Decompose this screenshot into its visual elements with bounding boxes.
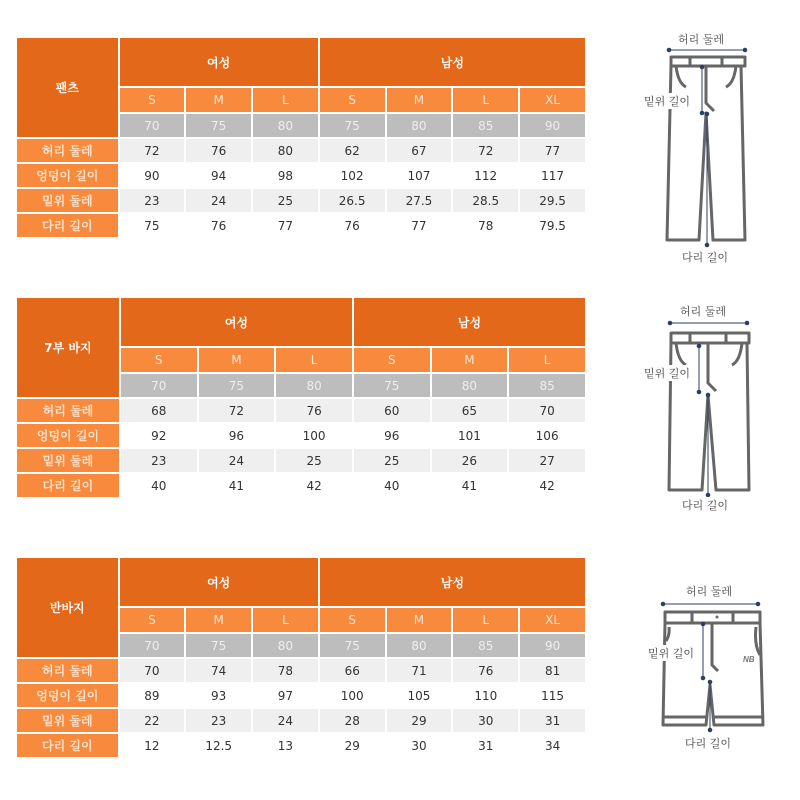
table-row [17,684,585,707]
value-cell: 96 [199,424,275,447]
inch-cell: 85 [453,634,518,657]
value-cell: 25 [354,449,430,472]
size-cell: XL [520,608,585,632]
value-cell: 23 [186,709,251,732]
value-cell: 12 [120,734,185,757]
value-cell: 26 [432,449,508,472]
row-label: 허리 둘레 [17,659,118,682]
men-header: 남성 [354,298,585,346]
waist-label: 허리 둘레 [680,305,727,318]
value-cell: 76 [186,139,251,162]
brand-logo: NB [743,655,755,664]
row-label: 다리 길이 [17,474,119,497]
leg-label: 다리 길이 [685,737,732,750]
value-cell: 67 [387,139,452,162]
size-cell: M [186,608,251,632]
value-cell: 68 [121,399,197,422]
value-cell: 41 [432,474,508,497]
value-cell: 12.5 [186,734,251,757]
value-cell: 28.5 [453,189,518,212]
table-row [17,709,585,732]
leg-label: 다리 길이 [682,499,729,512]
value-cell: 30 [453,709,518,732]
value-cell: 100 [276,424,352,447]
rise-label: 밑위 길이 [648,647,695,660]
value-cell: 117 [520,164,585,187]
value-cell: 93 [186,684,251,707]
long-pants-diagram [630,25,780,270]
value-cell: 29 [320,734,385,757]
cropped-pants-diagram [630,295,780,520]
value-cell: 25 [253,189,318,212]
inch-cell: 75 [320,634,385,657]
size-cell: L [453,608,518,632]
inch-cell: 70 [120,634,185,657]
value-cell: 79.5 [520,214,585,237]
value-cell: 96 [354,424,430,447]
value-cell: 89 [120,684,185,707]
row-label: 밑위 둘레 [17,709,118,732]
value-cell: 74 [186,659,251,682]
table-row [17,734,585,757]
value-cell: 72 [453,139,518,162]
inch-cell: 75 [186,114,251,137]
inch-cell: 80 [253,114,318,137]
value-cell: 100 [320,684,385,707]
value-cell: 92 [121,424,197,447]
value-cell: 40 [354,474,430,497]
size-cell: L [509,348,585,372]
value-cell: 29 [387,709,452,732]
category-label: 팬츠 [17,38,118,137]
value-cell: 97 [253,684,318,707]
value-cell: 70 [509,399,585,422]
value-cell: 107 [387,164,452,187]
value-cell: 30 [387,734,452,757]
value-cell: 72 [199,399,275,422]
rise-label: 밑위 길이 [644,95,691,108]
size-cell: M [387,608,452,632]
row-label: 엉덩이 길이 [17,164,118,187]
row-label: 엉덩이 길이 [17,424,119,447]
shorts-diagram [630,575,780,755]
inch-cell: 85 [509,374,585,397]
value-cell: 76 [453,659,518,682]
cropped-pants-icon [630,295,780,520]
size-cell: M [432,348,508,372]
size-table-shorts [15,556,587,759]
value-cell: 13 [253,734,318,757]
value-cell: 102 [320,164,385,187]
table-row [17,474,585,497]
inch-cell: 90 [520,114,585,137]
row-label: 허리 둘레 [17,399,119,422]
long-pants-icon [630,25,780,270]
value-cell: 60 [354,399,430,422]
value-cell: 115 [520,684,585,707]
inch-cell: 80 [387,114,452,137]
value-cell: 76 [320,214,385,237]
inch-cell: 75 [186,634,251,657]
value-cell: 31 [520,709,585,732]
row-label: 밑위 둘레 [17,449,119,472]
size-cell: L [276,348,352,372]
women-header: 여성 [120,38,318,86]
value-cell: 105 [387,684,452,707]
value-cell: 23 [120,189,185,212]
value-cell: 77 [253,214,318,237]
value-cell: 40 [121,474,197,497]
size-table-cropped-pants [15,296,587,499]
inch-cell: 90 [520,634,585,657]
value-cell: 29.5 [520,189,585,212]
size-cell: S [121,348,197,372]
row-label: 엉덩이 길이 [17,684,118,707]
value-cell: 23 [121,449,197,472]
size-cell: L [253,88,318,112]
size-cell: L [453,88,518,112]
table-row [17,139,585,162]
inch-cell: 80 [387,634,452,657]
rise-label: 밑위 길이 [644,367,691,380]
women-header: 여성 [121,298,352,346]
inch-cell: 80 [432,374,508,397]
size-cell: S [320,88,385,112]
value-cell: 76 [186,214,251,237]
value-cell: 65 [432,399,508,422]
row-label: 다리 길이 [17,734,118,757]
value-cell: 77 [520,139,585,162]
value-cell: 70 [120,659,185,682]
inch-cell: 70 [121,374,197,397]
value-cell: 90 [120,164,185,187]
value-cell: 77 [387,214,452,237]
value-cell: 22 [120,709,185,732]
table-row [17,424,585,447]
value-cell: 24 [186,189,251,212]
size-cell: M [387,88,452,112]
inch-cell: 75 [354,374,430,397]
row-label: 다리 길이 [17,214,118,237]
value-cell: 98 [253,164,318,187]
row-label: 밑위 둘레 [17,189,118,212]
value-cell: 72 [120,139,185,162]
value-cell: 110 [453,684,518,707]
size-table-pants [15,36,587,239]
inch-cell: 80 [253,634,318,657]
size-cell: S [120,608,185,632]
value-cell: 62 [320,139,385,162]
value-cell: 81 [520,659,585,682]
waist-label: 허리 둘레 [686,585,733,598]
value-cell: 24 [199,449,275,472]
waist-label: 허리 둘레 [678,33,725,46]
value-cell: 26.5 [320,189,385,212]
value-cell: 25 [276,449,352,472]
men-header: 남성 [320,38,585,86]
inch-cell: 75 [320,114,385,137]
leg-label: 다리 길이 [682,251,729,264]
value-cell: 112 [453,164,518,187]
size-cell: M [199,348,275,372]
value-cell: 106 [509,424,585,447]
inch-cell: 75 [199,374,275,397]
table-row [17,164,585,187]
value-cell: 71 [387,659,452,682]
value-cell: 42 [276,474,352,497]
table-row [17,449,585,472]
value-cell: 31 [453,734,518,757]
value-cell: 42 [509,474,585,497]
size-cell: S [120,88,185,112]
row-label: 허리 둘레 [17,139,118,162]
category-label: 7부 바지 [17,298,119,397]
value-cell: 75 [120,214,185,237]
size-cell: S [354,348,430,372]
value-cell: 27 [509,449,585,472]
value-cell: 27.5 [387,189,452,212]
men-header: 남성 [320,558,585,606]
value-cell: 80 [253,139,318,162]
inch-cell: 70 [120,114,185,137]
value-cell: 34 [520,734,585,757]
value-cell: 76 [276,399,352,422]
value-cell: 41 [199,474,275,497]
value-cell: 28 [320,709,385,732]
value-cell: 78 [253,659,318,682]
size-cell: XL [520,88,585,112]
value-cell: 101 [432,424,508,447]
value-cell: 24 [253,709,318,732]
size-cell: M [186,88,251,112]
table-row [17,214,585,237]
value-cell: 78 [453,214,518,237]
value-cell: 94 [186,164,251,187]
category-label: 반바지 [17,558,118,657]
size-cell: S [320,608,385,632]
table-row [17,189,585,212]
table-row [17,659,585,682]
women-header: 여성 [120,558,318,606]
inch-cell: 85 [453,114,518,137]
shorts-icon [630,575,780,755]
value-cell: 66 [320,659,385,682]
table-row [17,399,585,422]
inch-cell: 80 [276,374,352,397]
size-cell: L [253,608,318,632]
